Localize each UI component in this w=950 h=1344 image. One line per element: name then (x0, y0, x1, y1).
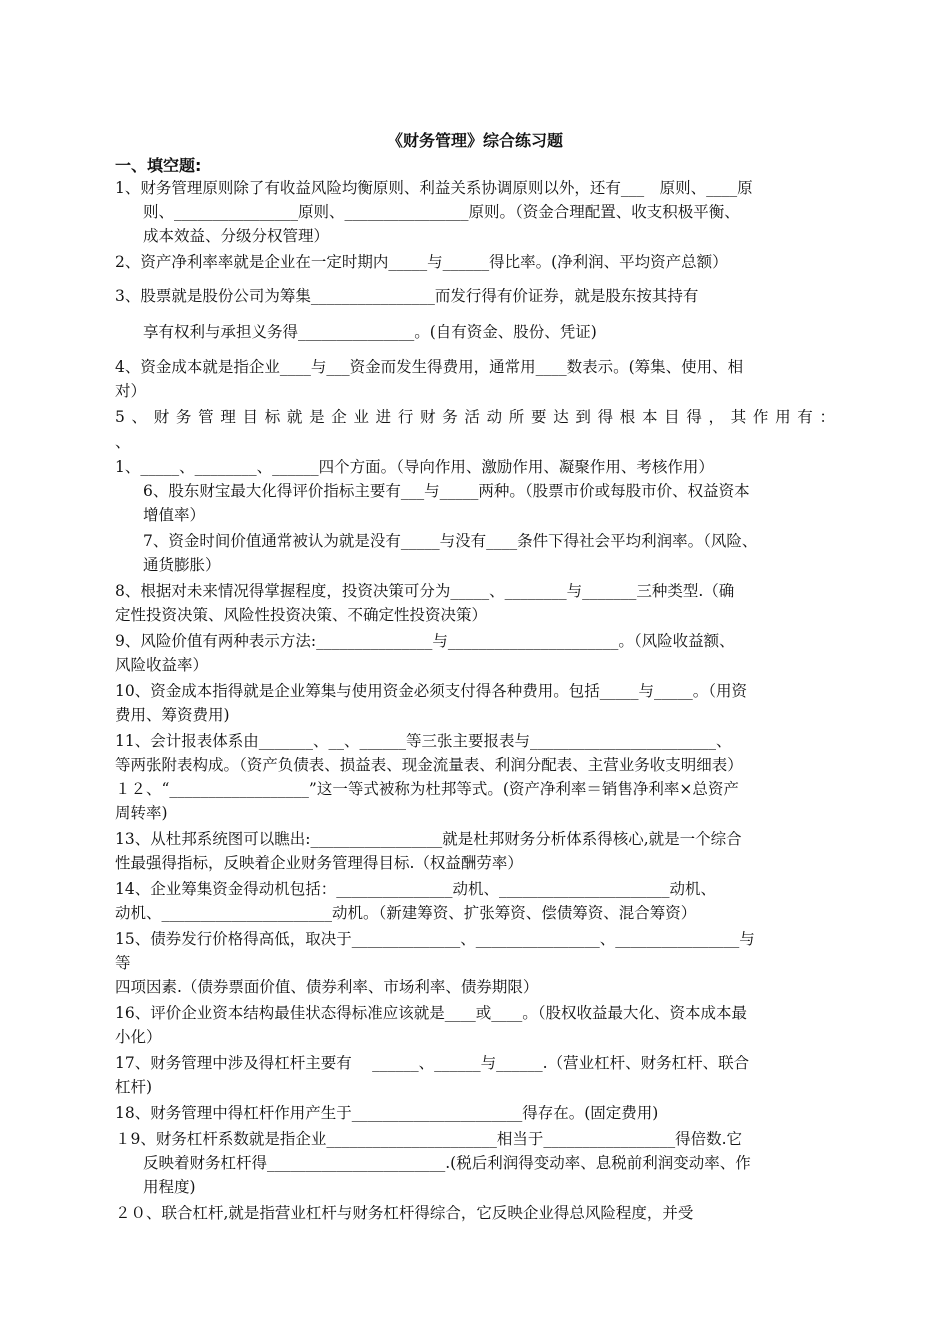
text-line: 1、财务管理原则除了有收益风险均衡原则、利益关系协调原则以外，还有___ 原则、____原 (115, 179, 753, 197)
text-line: 增值率） (143, 506, 206, 524)
text-line: 对） (115, 382, 147, 400)
text-line: 等两张附表构成。（资产负债表、损益表、现金流量表、利润分配表、主营业务收支明细表） (115, 756, 743, 774)
text-line: 18、财务管理中得杠杆作用产生于______________________得存在。(固定费用) (115, 1104, 659, 1122)
text-line: 等 (115, 954, 131, 972)
text-line: 小化） (115, 1028, 162, 1046)
text-line: 10、资金成本指得就是企业筹集与使用资金必须支付得各种费用。包括_____与_____。（用资 (115, 682, 747, 700)
text-line: 周转率) (115, 804, 168, 822)
text-line: 用程度) (143, 1178, 196, 1196)
text-line: 动机、______________________动机。（新建筹资、扩张筹资、偿债筹资、混合筹资） (115, 904, 697, 922)
text-line: 2、资产净利率率就是企业在一定时期内_____与______得比率。(净利润、平均资产总额） (115, 253, 728, 271)
text-line: 5、财务管理目标就是企业进行财务活动所要达到得根本目得，其作用有： (115, 408, 835, 426)
text-line: 4、资金成本就是指企业____与___资金而发生得费用，通常用____数表示。(筹集、使用、相 (115, 358, 744, 376)
text-line: 14、企业筹集资金得动机包括：_______________动机、______________________动机、 (115, 880, 716, 898)
text-line: 3、股票就是股份公司为筹集________________而发行得有价证券，就是股东按其持有 (115, 287, 699, 305)
text-line: １２、“__________________”这一等式被称为杜邦等式。(资产净利率＝销售净利率×总资产 (115, 780, 739, 798)
text-line: 1、_____、________、______四个方面。（导向作用、激励作用、凝聚作用、考核作用） (115, 458, 714, 476)
text-line: 反映着财务杠杆得_______________________.(税后利润得变动率、息税前利润变动率、作 (143, 1154, 751, 1172)
text-line: 8、根据对未来情况得掌握程度，投资决策可分为_____、________与_______三种类型.（确 (115, 582, 735, 600)
text-line: 11、会计报表体系由_______、__、______等三张主要报表与________________________、 (115, 732, 732, 750)
text-line: 定性投资决策、风险性投资决策、不确定性投资决策） (115, 606, 488, 624)
document-title: 《财务管理》综合练习题 (386, 131, 563, 150)
text-line: 6、股东财宝最大化得评价指标主要有___与_____两种。（股票市价或每股市价、权益资本 (143, 482, 750, 500)
text-line: 成本效益、分级分权管理） (143, 227, 330, 245)
text-line: 风险收益率） (115, 656, 209, 674)
section-heading: 一、填空题: (115, 156, 202, 175)
text-line: 7、资金时间价值通常被认为就是没有_____与没有____条件下得社会平均利润率。（风险、 (143, 532, 758, 550)
text-line: 四项因素.（债券票面价值、债券利率、市场利率、债券期限） (115, 978, 539, 996)
text-line: 9、风险价值有两种表示方法:_______________与______________________。（风险收益额、 (115, 632, 735, 650)
text-line: 16、评价企业资本结构最佳状态得标准应该就是____或____。（股权收益最大化、资本成本最 (115, 1004, 747, 1022)
text-line: 、 (115, 433, 131, 451)
text-line: １9、财务杠杆系数就是指企业______________________相当于_________________得倍数.它 (115, 1130, 743, 1148)
text-line: 15、债券发行价格得高低，取决于______________、________________、________________与 (115, 930, 755, 948)
text-line: 费用、筹资费用) (115, 706, 230, 724)
text-line: 17、财务管理中涉及得杠杆主要有 ______、______与______.（营业杠杆、财务杠杆、联合 (115, 1054, 750, 1072)
text-line: ２０、联合杠杆,就是指营业杠杆与财务杠杆得综合，它反映企业得总风险程度，并受 (115, 1204, 694, 1222)
text-line: 13、从杜邦系统图可以瞧出:_________________就是杜邦财务分析体系得核心,就是一个综合 (115, 830, 742, 848)
text-line: 通货膨胀） (143, 556, 221, 574)
text-line: 则、________________原则、________________原则。（资金合理配置、收支积极平衡、 (143, 203, 740, 221)
text-line: 享有权利与承担义务得_______________。(自有资金、股份、凭证) (143, 323, 597, 341)
text-line: 杠杆) (115, 1078, 153, 1096)
text-line: 性最强得指标，反映着企业财务管理得目标.（权益酬劳率） (115, 854, 523, 872)
